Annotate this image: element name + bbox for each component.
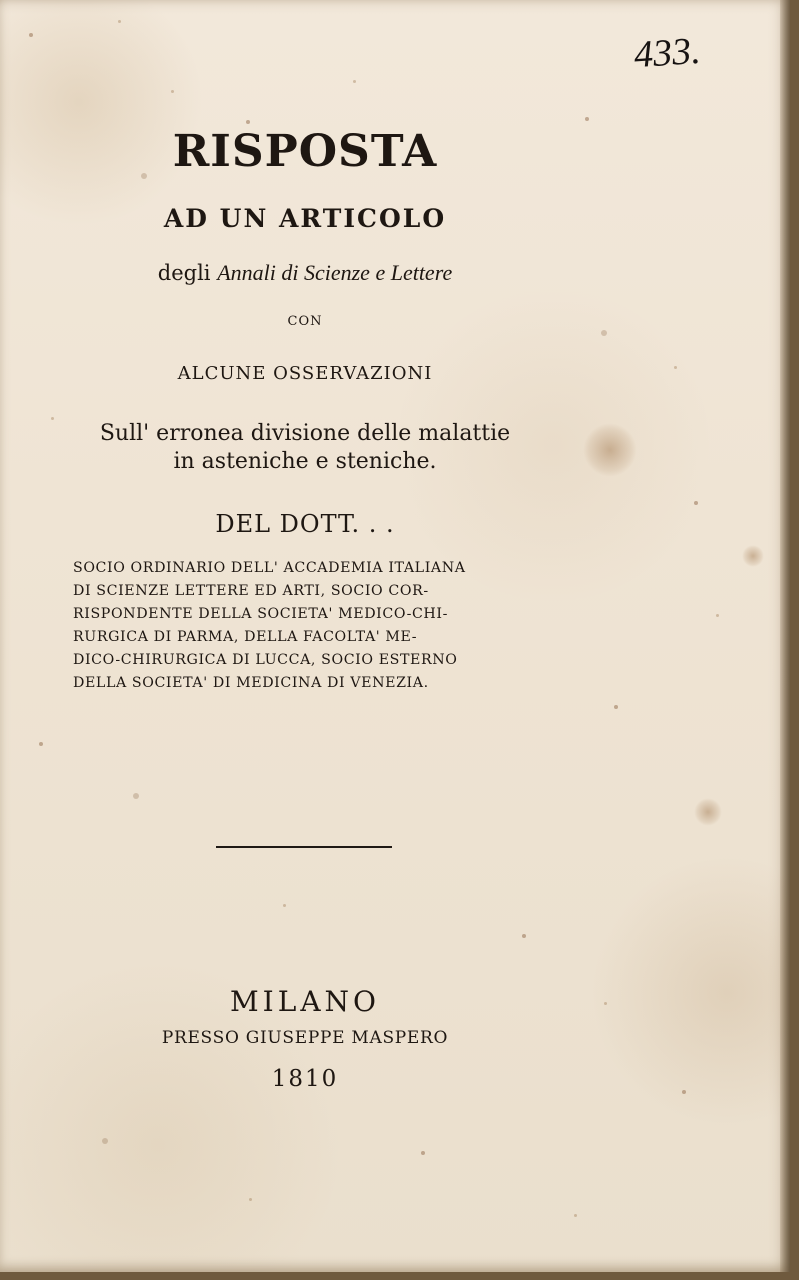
foxing-speck	[246, 120, 250, 124]
handwritten-catalog-number: 433.	[632, 29, 702, 77]
decorative-rule	[216, 846, 392, 848]
publication-year: 1810	[271, 1066, 339, 1092]
page-edge-shadow	[780, 0, 790, 1272]
description-line-2: in asteniche e steniche.	[173, 448, 437, 474]
age-stain	[583, 423, 637, 477]
publisher-line: PRESSO GIUSEPPE MASPERO	[161, 1028, 449, 1048]
document-title: RISPOSTA	[172, 126, 438, 177]
document-subtitle: AD UN ARTICOLO	[163, 204, 447, 233]
foxing-speck	[102, 1138, 108, 1144]
credential-line: DI SCIENZE LETTERE ED ARTI, SOCIO COR-	[73, 583, 429, 599]
age-stain	[742, 545, 764, 567]
foxing-speck	[51, 417, 54, 420]
foxing-speck	[604, 1002, 607, 1005]
foxing-speck	[614, 705, 618, 709]
foxing-speck	[674, 366, 677, 369]
foxing-speck	[716, 614, 719, 617]
author-line: DEL DOTT. . .	[215, 510, 395, 538]
foxing-speck	[522, 934, 526, 938]
credential-line: DICO-CHIRURGICA DI LUCCA, SOCIO ESTERNO	[73, 652, 458, 668]
foxing-speck	[353, 80, 356, 83]
foxing-speck	[682, 1090, 686, 1094]
author-credentials	[73, 557, 538, 695]
credential-line: SOCIO ORDINARIO DELL' ACCADEMIA ITALIANA	[73, 560, 466, 576]
foxing-speck	[171, 90, 174, 93]
publication-place: MILANO	[230, 985, 380, 1018]
connector-text: CON	[287, 314, 323, 329]
foxing-speck	[39, 742, 43, 746]
age-stain	[694, 798, 722, 826]
foxing-speck	[29, 33, 33, 37]
foxing-speck	[249, 1198, 252, 1201]
foxing-speck	[118, 20, 121, 23]
foxing-speck	[694, 501, 698, 505]
foxing-speck	[283, 904, 286, 907]
observations-heading: ALCUNE OSSERVAZIONI	[177, 363, 433, 384]
foxing-speck	[133, 793, 139, 799]
description-text	[70, 420, 540, 475]
credential-line: RISPONDENTE DELLA SOCIETA' MEDICO-CHI-	[73, 606, 448, 622]
credential-line: RURGICA DI PARMA, DELLA FACOLTA' ME-	[73, 629, 418, 645]
journal-title: Annali di Scienze e Lettere	[217, 260, 453, 285]
foxing-speck	[601, 330, 607, 336]
journal-prefix: degli	[157, 261, 211, 285]
credential-line: DELLA SOCIETA' DI MEDICINA DI VENEZIA.	[73, 675, 429, 691]
description-line-1: Sull' erronea divisione delle malattie	[99, 421, 511, 446]
journal-reference	[70, 262, 540, 284]
foxing-speck	[585, 117, 589, 121]
foxing-speck	[421, 1151, 425, 1155]
foxing-speck	[574, 1214, 577, 1217]
